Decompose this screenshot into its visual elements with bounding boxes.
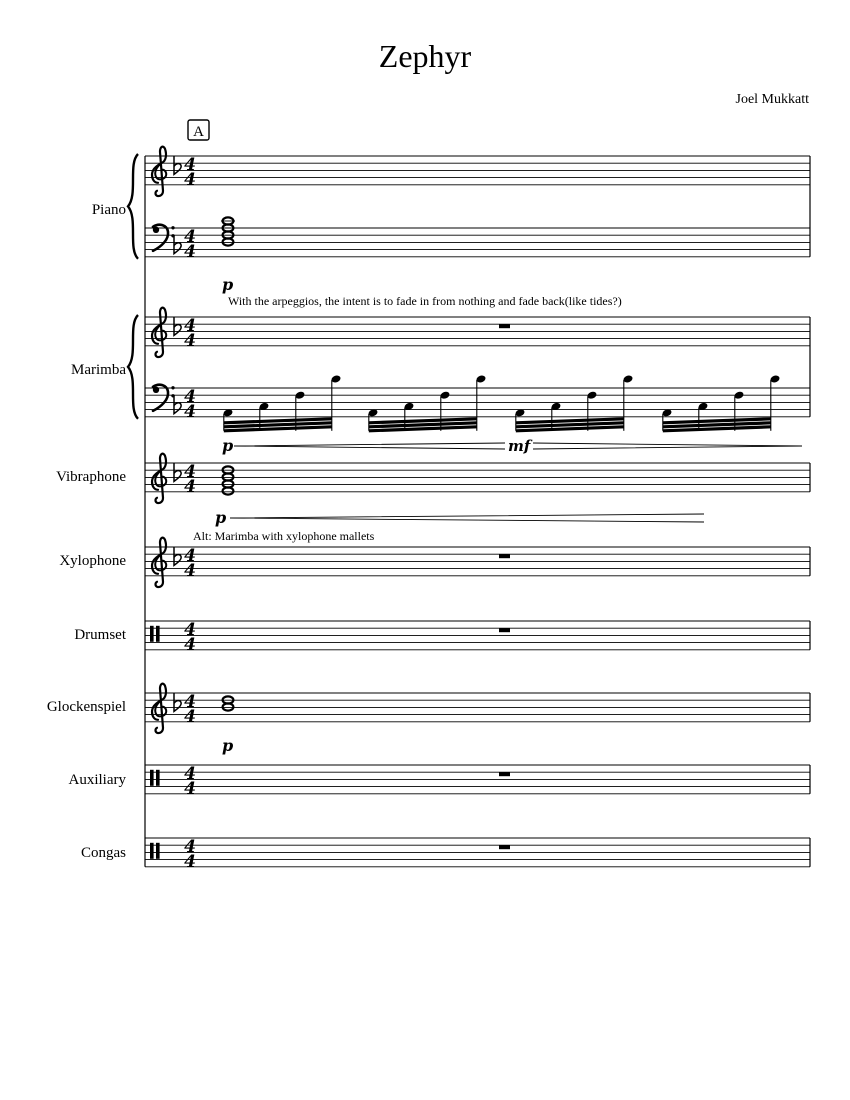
staff <box>145 693 810 722</box>
performance-direction: Alt: Marimba with xylophone mallets <box>193 529 375 543</box>
key-flat-icon <box>174 693 181 711</box>
staff <box>145 621 810 650</box>
whole-rest <box>499 772 510 776</box>
time-signature-numerator: 4 <box>184 837 196 857</box>
time-signature-denominator: 4 <box>184 779 196 799</box>
crescendo-hairpin <box>234 443 505 449</box>
dynamic-glockenspiel: p <box>222 736 234 755</box>
brace <box>128 315 138 419</box>
instrument-label: Glockenspiel <box>46 699 126 715</box>
staff <box>145 838 810 867</box>
instrument-label: Drumset <box>74 627 126 643</box>
instrument-label: Congas <box>81 845 126 861</box>
time-signature-denominator: 4 <box>184 561 196 581</box>
key-flat-icon <box>174 236 181 254</box>
instrument-label: Marimba <box>71 362 126 378</box>
bass-clef-icon <box>153 385 175 411</box>
treble-clef-icon <box>152 538 166 587</box>
instrument-label: Piano <box>91 202 126 218</box>
key-flat-icon <box>174 317 181 335</box>
time-signature-numerator: 4 <box>184 387 196 407</box>
staff <box>145 156 810 185</box>
time-signature-numerator: 4 <box>184 764 196 784</box>
instrument-label: Vibraphone <box>56 469 126 485</box>
dynamic-vibraphone: p <box>215 508 227 527</box>
treble-clef-icon <box>152 147 166 196</box>
time-signature-numerator: 4 <box>184 155 196 175</box>
composer-name: Joel Mukkatt <box>735 92 809 107</box>
time-signature-denominator: 4 <box>184 635 196 655</box>
time-signature-numerator: 4 <box>184 316 196 336</box>
time-signature-denominator: 4 <box>184 477 196 497</box>
time-signature-denominator: 4 <box>184 852 196 872</box>
whole-rest <box>499 628 510 632</box>
instrument-label: Auxiliary <box>68 772 126 788</box>
time-signature-numerator: 4 <box>184 620 196 640</box>
staff <box>145 317 810 346</box>
staff <box>145 547 810 576</box>
time-signature-denominator: 4 <box>184 331 196 351</box>
key-flat-icon <box>174 156 181 174</box>
time-signature-denominator: 4 <box>184 402 196 422</box>
treble-clef-icon <box>152 308 166 357</box>
dynamic-piano: p <box>222 275 234 294</box>
whole-note <box>223 487 234 494</box>
staff <box>145 463 810 492</box>
whole-rest <box>499 845 510 849</box>
instrument-label: Xylophone <box>59 553 126 569</box>
treble-clef-icon <box>152 454 166 503</box>
treble-clef-icon <box>152 684 166 733</box>
crescendo-hairpin <box>230 514 704 522</box>
time-signature-numerator: 4 <box>184 692 196 712</box>
performance-direction: With the arpeggios, the intent is to fade in from nothing and fade back(like tides?) <box>228 294 622 308</box>
staff <box>145 228 810 257</box>
bass-clef-icon <box>153 225 175 251</box>
whole-rest <box>499 324 510 328</box>
staff <box>145 765 810 794</box>
time-signature-denominator: 4 <box>184 170 196 190</box>
staff <box>145 388 810 417</box>
key-flat-icon <box>174 463 181 481</box>
key-flat-icon <box>174 547 181 565</box>
dynamic-marimba-mf: mf <box>508 437 531 455</box>
time-signature-numerator: 4 <box>184 546 196 566</box>
whole-rest <box>499 554 510 558</box>
key-flat-icon <box>174 396 181 414</box>
dynamic-marimba-p: p <box>222 436 234 455</box>
time-signature-numerator: 4 <box>184 227 196 247</box>
brace <box>128 154 138 259</box>
rehearsal-mark: A <box>193 124 204 140</box>
time-signature-denominator: 4 <box>184 707 196 727</box>
decrescendo-hairpin <box>533 443 802 449</box>
time-signature-denominator: 4 <box>184 242 196 262</box>
score-title: Zephyr <box>378 38 472 74</box>
time-signature-numerator: 4 <box>184 462 196 482</box>
